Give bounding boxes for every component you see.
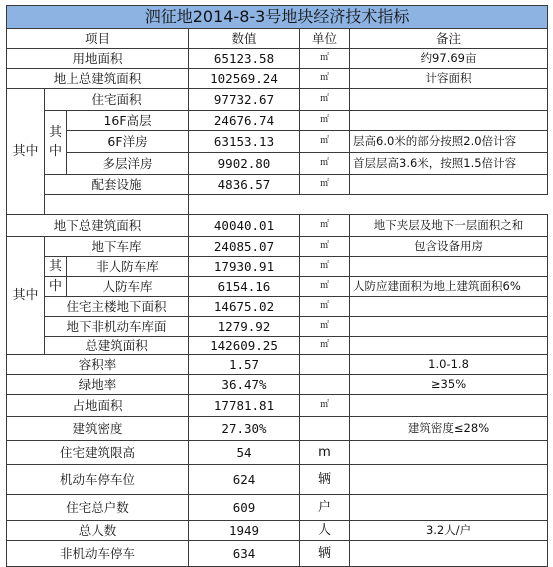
row-note: 层高6.0米的部分按照2.0倍计容 xyxy=(350,131,548,153)
table-row xyxy=(7,441,548,465)
row-unit: ㎡ xyxy=(300,337,350,355)
row-label: 非人防车库 xyxy=(67,257,189,277)
row-unit: ㎡ xyxy=(300,317,350,337)
table-row xyxy=(7,69,548,89)
row-label: 人防车库 xyxy=(67,277,189,297)
row-unit: 辆 xyxy=(300,465,350,495)
row-label: 多层洋房 xyxy=(67,153,189,175)
table-row xyxy=(7,277,548,297)
row-label: 住宅主楼地下面积 xyxy=(45,297,189,317)
row-value: 24085.07 xyxy=(189,237,300,257)
row-note xyxy=(350,257,548,277)
table-row xyxy=(7,89,548,111)
header-item: 项目 xyxy=(7,29,189,49)
table-row xyxy=(7,195,548,215)
table-row xyxy=(7,175,548,195)
row-value: 40040.01 xyxy=(189,215,300,237)
subgroup-char-qi: 其 xyxy=(45,257,67,277)
row-note xyxy=(350,297,548,317)
row-note xyxy=(350,395,548,417)
row-unit: m xyxy=(300,441,350,465)
row-note xyxy=(350,175,548,195)
table-row xyxy=(7,297,548,317)
row-label: 地下非机动车库面 xyxy=(45,317,189,337)
row-unit: ㎡ xyxy=(300,175,350,195)
row-value: 142609.25 xyxy=(189,337,300,355)
row-unit: ㎡ xyxy=(300,395,350,417)
table-row xyxy=(7,317,548,337)
table-row xyxy=(7,495,548,521)
table-row xyxy=(7,131,548,153)
spacer-cell xyxy=(350,195,548,215)
row-label: 机动车停车位 xyxy=(7,465,189,495)
row-value: 6154.16 xyxy=(189,277,300,297)
row-note xyxy=(350,541,548,567)
row-value: 1.57 xyxy=(189,355,300,375)
row-value: 97732.67 xyxy=(189,89,300,111)
row-value: 1949 xyxy=(189,521,300,541)
header-row xyxy=(7,29,548,49)
subgroup-char-qi: 其 xyxy=(48,125,62,141)
header-unit: 单位 xyxy=(300,29,350,49)
row-value: 4836.57 xyxy=(189,175,300,195)
row-note: 计容面积 xyxy=(350,69,548,89)
row-value: 63153.13 xyxy=(189,131,300,153)
row-unit xyxy=(300,417,350,441)
row-label: 16F高层 xyxy=(67,111,189,131)
row-unit: ㎡ xyxy=(300,257,350,277)
subgroup-char-zhong: 中 xyxy=(45,277,67,297)
row-label: 绿地率 xyxy=(7,375,189,395)
row-label: 6F洋房 xyxy=(67,131,189,153)
row-value: 36.47% xyxy=(189,375,300,395)
row-label: 住宅建筑限高 xyxy=(7,441,189,465)
table-row xyxy=(7,337,548,355)
row-unit: ㎡ xyxy=(300,131,350,153)
table-row xyxy=(7,49,548,69)
table-row xyxy=(7,111,548,131)
table-row xyxy=(7,237,548,257)
subgroup-char-zhong: 中 xyxy=(48,143,62,159)
row-note: ≥35% xyxy=(350,375,548,395)
row-note: 人防应建面积为地上建筑面积6% xyxy=(350,277,548,297)
row-label: 非机动车停车 xyxy=(7,541,189,567)
spacer-cell xyxy=(300,195,350,215)
group-label-above: 其中 xyxy=(7,89,45,215)
table-title: 泗征地2014-8-3号地块经济技术指标 xyxy=(7,6,548,29)
row-unit: ㎡ xyxy=(300,49,350,69)
row-note xyxy=(350,111,548,131)
row-label: 占地面积 xyxy=(7,395,189,417)
table-row xyxy=(7,375,548,395)
row-unit: ㎡ xyxy=(300,111,350,131)
table-row xyxy=(7,257,548,277)
spacer-cell xyxy=(189,195,300,215)
row-note xyxy=(350,337,548,355)
table-row xyxy=(7,417,548,441)
row-unit: ㎡ xyxy=(300,69,350,89)
row-note xyxy=(350,495,548,521)
row-unit: ㎡ xyxy=(300,297,350,317)
row-unit: 辆 xyxy=(300,541,350,567)
row-note xyxy=(350,89,548,111)
table-row xyxy=(7,153,548,175)
row-unit: ㎡ xyxy=(300,153,350,175)
economic-indicator-table xyxy=(6,5,548,567)
row-note: 3.2人/户 xyxy=(350,521,548,541)
row-value: 54 xyxy=(189,441,300,465)
row-value: 1279.92 xyxy=(189,317,300,337)
row-unit: ㎡ xyxy=(300,237,350,257)
row-unit xyxy=(300,375,350,395)
row-note xyxy=(350,465,548,495)
row-unit: 人 xyxy=(300,521,350,541)
row-note: 包含设备用房 xyxy=(350,237,548,257)
row-value: 65123.58 xyxy=(189,49,300,69)
subgroup-label-above xyxy=(45,111,67,175)
row-label: 住宅总户数 xyxy=(7,495,189,521)
table-row xyxy=(7,541,548,567)
group-label-below: 其中 xyxy=(7,237,45,355)
row-value: 624 xyxy=(189,465,300,495)
row-note xyxy=(350,441,548,465)
row-value: 609 xyxy=(189,495,300,521)
row-value: 17930.91 xyxy=(189,257,300,277)
row-note: 建筑密度≤28% xyxy=(350,417,548,441)
row-unit: ㎡ xyxy=(300,215,350,237)
title-row xyxy=(7,6,548,29)
row-note: 地下夹层及地下一层面积之和 xyxy=(350,215,548,237)
row-label: 地下车库 xyxy=(45,237,189,257)
row-unit xyxy=(300,355,350,375)
row-value: 634 xyxy=(189,541,300,567)
table-row xyxy=(7,521,548,541)
row-value: 102569.24 xyxy=(189,69,300,89)
row-label: 总人数 xyxy=(7,521,189,541)
row-unit: ㎡ xyxy=(300,277,350,297)
row-unit: ㎡ xyxy=(300,89,350,111)
row-note: 首层层高3.6米，按照1.5倍计容 xyxy=(350,153,548,175)
table-row xyxy=(7,215,548,237)
row-label: 配套设施 xyxy=(45,175,189,195)
row-note: 约97.69亩 xyxy=(350,49,548,69)
row-label: 用地面积 xyxy=(7,49,189,69)
row-value: 24676.74 xyxy=(189,111,300,131)
table-row xyxy=(7,465,548,495)
row-label: 地上总建筑面积 xyxy=(7,69,189,89)
header-value: 数值 xyxy=(189,29,300,49)
row-note: 1.0-1.8 xyxy=(350,355,548,375)
row-value: 14675.02 xyxy=(189,297,300,317)
row-label: 总建筑面积 xyxy=(45,337,189,355)
row-value: 17781.81 xyxy=(189,395,300,417)
row-label: 容积率 xyxy=(7,355,189,375)
row-unit: 户 xyxy=(300,495,350,521)
table-row xyxy=(7,395,548,417)
row-value: 27.30% xyxy=(189,417,300,441)
row-label: 地下总建筑面积 xyxy=(7,215,189,237)
spacer-cell xyxy=(45,195,189,215)
row-label: 建筑密度 xyxy=(7,417,189,441)
row-label: 住宅面积 xyxy=(45,89,189,111)
row-note xyxy=(350,317,548,337)
row-value: 9902.80 xyxy=(189,153,300,175)
header-note: 备注 xyxy=(350,29,548,49)
table-row xyxy=(7,355,548,375)
